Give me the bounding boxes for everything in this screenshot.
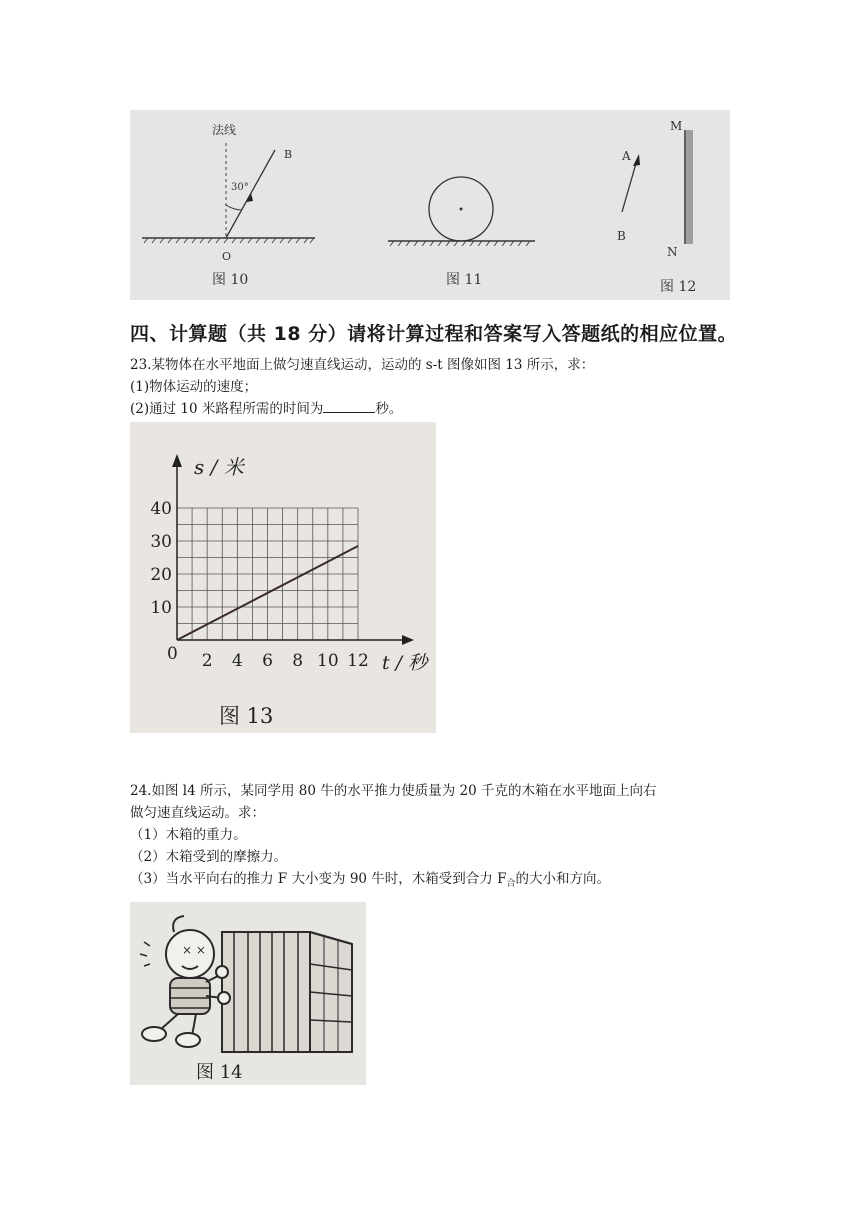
figure-11-caption: 图 11 [446, 272, 483, 288]
figure-13-photo [130, 422, 436, 733]
y-axis-arrow-icon [172, 454, 182, 467]
question-24-part-3 [130, 868, 656, 895]
question-24-part-1: （1）木箱的重力。 [130, 827, 247, 843]
figures-10-12-photo [130, 110, 730, 300]
question-23-part-2 [130, 398, 594, 420]
y-tick-label: 10 [150, 598, 172, 618]
x-tick-label: 10 [317, 651, 339, 671]
x-tick-label: 2 [201, 651, 213, 671]
figure-13-caption: 图 13 [219, 704, 274, 728]
x-tick-label: 6 [262, 651, 273, 671]
figures-10-12-drawing [130, 110, 730, 300]
figure-10-caption: 图 10 [212, 272, 249, 288]
y-axis-label: s / 米 [194, 455, 244, 479]
object-bottom-label: B [617, 229, 626, 243]
object-arrow-line [622, 160, 637, 212]
figure-11 [388, 177, 535, 288]
angle-arc [226, 205, 242, 210]
svg-text:× ×: × × [182, 943, 206, 957]
question-23-part-1: (1)物体运动的速度； [130, 379, 258, 395]
question-24-stem-line-1: 24.如图 l4 所示，某同学用 80 牛的水平推力使质量为 20 千克的木箱在水平地面上向右 [130, 783, 657, 799]
x-tick-label: 4 [231, 651, 243, 671]
angle-label: 30° [231, 182, 249, 193]
x-tick-label: 12 [347, 651, 369, 671]
question-24-part-2: （2）木箱受到的摩擦力。 [130, 849, 288, 865]
x-axis-arrow-icon [402, 635, 414, 645]
figure-12 [617, 119, 696, 295]
figure-10 [142, 122, 315, 288]
s-t-chart [130, 422, 436, 733]
question-24 [130, 780, 656, 895]
object-arrow-icon [633, 154, 640, 166]
question-23-stem: 23.某物体在水平地面上做匀速直线运动，运动的 s-t 图像如图 13 所示，求： [130, 357, 595, 373]
origin-label: O [222, 250, 232, 263]
figure-14-caption: 图 14 [196, 1062, 243, 1083]
normal-line-label: 法线 [212, 123, 237, 137]
wooden-crate [222, 932, 352, 1052]
mirror-hatching [686, 130, 693, 244]
mirror-top-label: M [670, 119, 683, 133]
net-force-subscript: 合 [506, 879, 516, 889]
question-23-part-2-text: (2)通过 10 米路程所需的时间为 [130, 401, 324, 417]
object-top-label: A [622, 149, 631, 163]
figure-12-caption: 图 12 [660, 279, 697, 295]
ray-arrow-icon [246, 193, 253, 202]
answer-blank[interactable] [323, 398, 375, 413]
box-pushing-illustration [130, 902, 366, 1085]
chart-grid [177, 508, 358, 640]
question-24-stem-line-2: 做匀速直线运动。求： [130, 805, 265, 821]
ball-center [460, 208, 463, 211]
student-character [140, 916, 230, 1047]
ray-end-label: B [284, 148, 293, 161]
question-24-part-3-end: 的大小和方向。 [515, 871, 610, 887]
question-23 [130, 354, 594, 420]
y-tick-label: 40 [150, 499, 172, 519]
question-24-part-3-text: （3）当水平向右的推力 F 大小变为 90 牛时，木箱受到合力 F [130, 871, 507, 887]
y-tick-label: 30 [150, 532, 172, 552]
figure-14-photo [130, 902, 366, 1085]
x-axis-label: t / 秒 [382, 652, 428, 674]
section-4-title: 四、计算题（共 18 分）请将计算过程和答案写入答题纸的相应位置。 [130, 323, 738, 345]
origin-label: 0 [167, 644, 178, 664]
mirror-bottom-label: N [667, 245, 678, 259]
x-tick-label: 8 [292, 651, 304, 671]
question-23-part-2-unit: 秒。 [375, 401, 403, 417]
y-tick-label: 20 [150, 565, 172, 585]
